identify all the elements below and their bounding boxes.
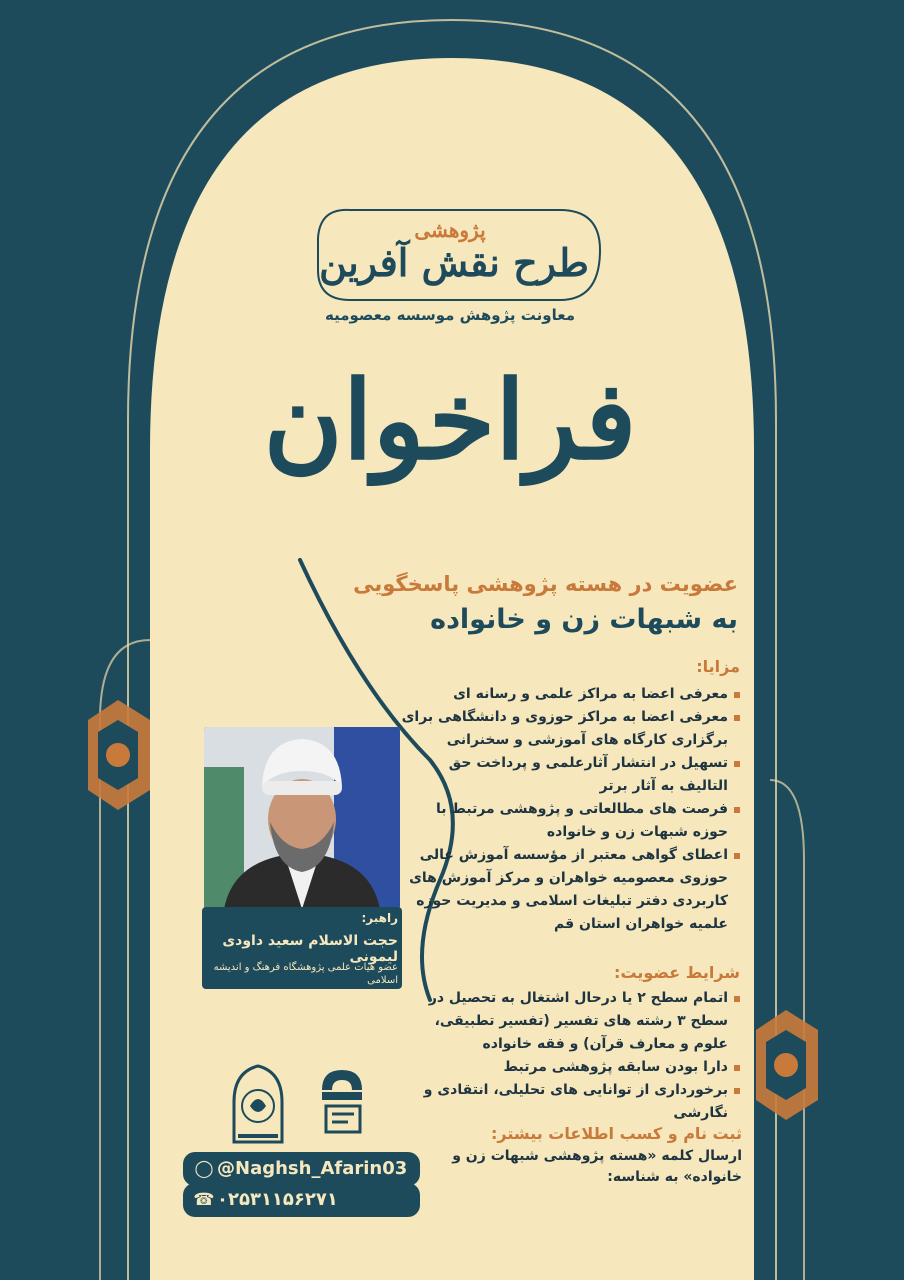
logo-small-word: پژوهشی	[414, 218, 486, 242]
registration-text: ارسال کلمه «هسته پژوهشی شبهات زن و خانواده» به شناسه:	[452, 1148, 742, 1185]
phone-icon: ☎	[193, 1190, 215, 1210]
messenger-icon: ◯	[194, 1159, 214, 1179]
left-ornament-icon	[88, 700, 150, 810]
benefits-title: مزایا:	[696, 657, 740, 676]
leader-photo	[204, 727, 400, 909]
call-title: فراخوان	[263, 358, 637, 484]
list-item: فرصت های مطالعاتی و پژوهشی مرتبط با حوزه شبهات زن و خانواده	[400, 798, 740, 844]
list-item: اعطای گواهی معتبر از مؤسسه آموزش عالی حوزوی معصومیه خواهران و مرکز آموزش های کاربردی دفتر تبلیغات اسلامی و مدیریت حوزه علمیه خواهران استان قم	[400, 844, 740, 936]
leader-name: حجت الاسلام سعید داودی لیمونی	[222, 933, 398, 965]
conditions-title: شرایط عضویت:	[614, 963, 740, 982]
province-emblem-icon	[312, 1062, 372, 1140]
phone-pill[interactable]	[183, 1183, 420, 1217]
list-item: معرفی اعضا به مراکز حوزوی و دانشگاهی برای برگزاری کارگاه های آموزشی و سخنرانی	[400, 706, 740, 752]
contact-phone: ۰۲۵۳۱۱۵۶۲۷۱	[217, 1189, 338, 1210]
institute-emblem-icon	[228, 1062, 288, 1146]
list-item: دارا بودن سابقه پژوهشی مرتبط	[420, 1056, 740, 1079]
list-item: اتمام سطح ۲ یا درحال اشتغال به تحصیل در سطح ۳ رشته های تفسیر (تفسیر تطبیقی، علوم و معارف قرآن) و فقه خانواده	[420, 987, 740, 1056]
right-ornament-icon	[756, 1010, 818, 1120]
logo-main-title: طرح نقش آفرین	[319, 240, 589, 285]
headline-line1: عضویت در هسته پژوهشی پاسخگویی	[353, 572, 738, 596]
headline-line2: به شبهات زن و خانواده	[430, 604, 738, 635]
registration-title: ثبت نام و کسب اطلاعات بیشتر:	[491, 1124, 742, 1143]
list-item: برخورداری از توانایی های تحلیلی، انتقادی و نگارشی	[420, 1079, 740, 1125]
conditions-list	[420, 987, 740, 1125]
benefits-list	[400, 683, 740, 936]
contact-handle: @Naghsh_Afarin03	[217, 1158, 408, 1179]
logo-subtitle: معاونت پژوهش موسسه معصومیه	[324, 306, 576, 324]
leader-label: راهبر:	[361, 911, 398, 925]
list-item: معرفی اعضا به مراکز علمی و رسانه ای	[400, 683, 740, 706]
list-item: تسهیل در انتشار آثارعلمی و پرداخت حق التالیف به آثار برتر	[400, 752, 740, 798]
handle-pill[interactable]	[183, 1152, 420, 1186]
leader-affiliation: عضو هیات علمی پژوهشگاه فرهنگ و اندیشه اسلامی	[213, 962, 398, 986]
